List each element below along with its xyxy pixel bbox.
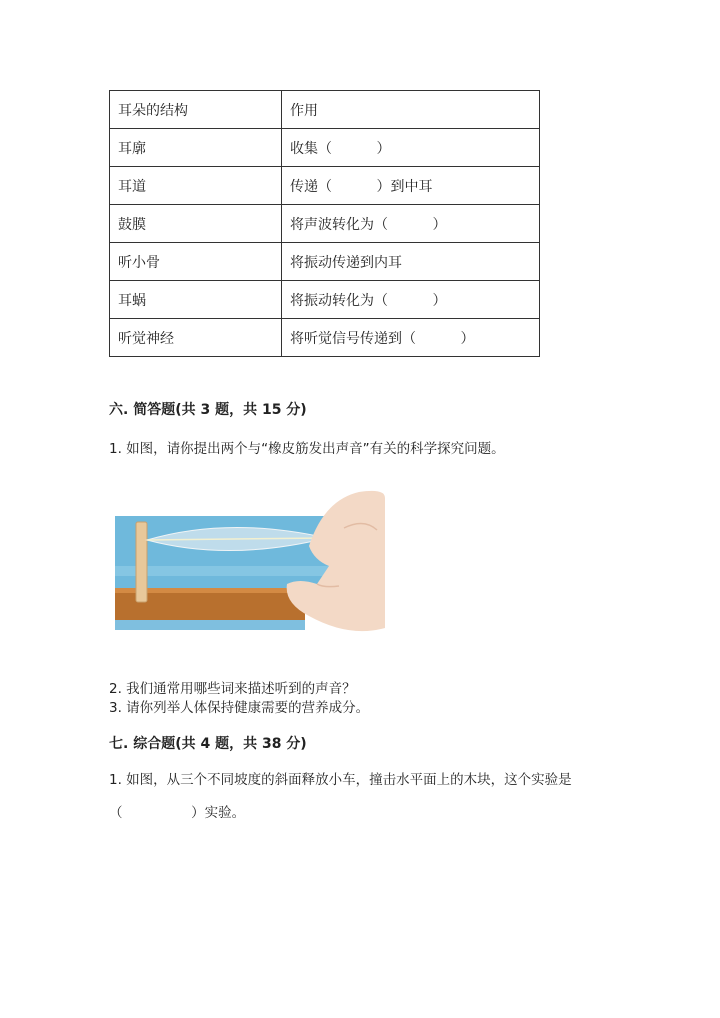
table-header-cell: 作用: [282, 91, 540, 129]
section-7-heading: 七. 综合题(共 4 题，共 38 分): [109, 736, 307, 752]
ear-structure-table: [109, 90, 540, 357]
table-cell: 耳廓: [110, 129, 282, 167]
wooden-peg: [136, 522, 147, 602]
table-cell: 收集（ ）: [282, 129, 540, 167]
table-cell: 听小骨: [110, 243, 282, 281]
section-7-question-1: 1. 如图，从三个不同坡度的斜面释放小车，撞击水平面上的木块，这个实验是: [109, 772, 572, 788]
table-row: [110, 167, 540, 205]
table-header-row: [110, 91, 540, 129]
table-cell: 将振动传递到内耳: [282, 243, 540, 281]
rubber-band-photo: [109, 488, 385, 636]
table-header-cell: 耳朵的结构: [110, 91, 282, 129]
table-cell: 将振动转化为（ ）: [282, 281, 540, 319]
table-cell: 将声波转化为（ ）: [282, 205, 540, 243]
table-cell: 耳蜗: [110, 281, 282, 319]
table-cell: 将听觉信号传递到（ ）: [282, 319, 540, 357]
table-row: [110, 205, 540, 243]
table-cell: 传递（ ）到中耳: [282, 167, 540, 205]
table-row: [110, 319, 540, 357]
section-6-question-1: 1. 如图，请你提出两个与“橡皮筋发出声音”有关的科学探究问题。: [109, 441, 505, 457]
section-6-heading: 六. 简答题(共 3 题，共 15 分): [109, 402, 307, 418]
table-cell: 鼓膜: [110, 205, 282, 243]
table-cell: 耳道: [110, 167, 282, 205]
section-6-question-3: 3. 请你列举人体保持健康需要的营养成分。: [109, 700, 370, 716]
table-row: [110, 243, 540, 281]
table-row: [110, 129, 540, 167]
section-7-question-1-blank: （ ）实验。: [109, 805, 246, 821]
table-row: [110, 281, 540, 319]
table-cell: 听觉神经: [110, 319, 282, 357]
section-6-question-2: 2. 我们通常用哪些词来描述听到的声音？: [109, 681, 356, 697]
board-bottom-strip: [115, 620, 305, 630]
